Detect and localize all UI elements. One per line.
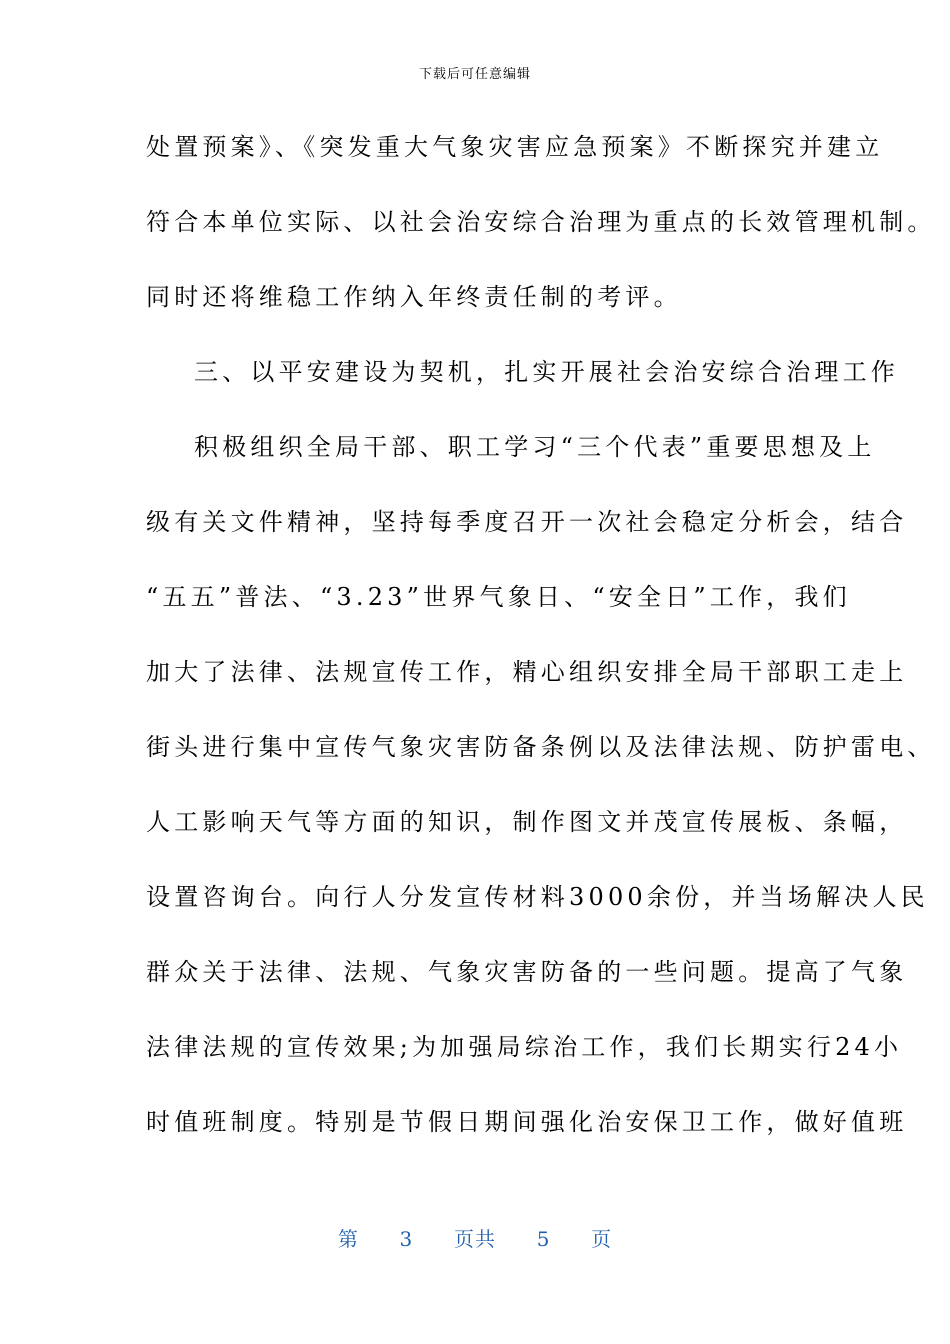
body-line: 加大了法律、法规宣传工作，精心组织安排全局干部职工走上 [146,658,908,686]
document-body [146,110,936,1160]
body-line: 级有关文件精神，坚持每季度召开一次社会稳定分析会，结合 [146,508,908,536]
footer-prefix: 第 [337,1227,359,1251]
body-line: 人工影响天气等方面的知识，制作图文并茂宣传展板、条幅， [146,808,908,836]
body-line: 设置咨询台。向行人分发宣传材料3000余份，并当场解决人民 [146,883,929,911]
current-page-number: 3 [399,1227,414,1251]
total-page-number: 5 [536,1227,551,1251]
body-line: 法律法规的宣传效果;为加强局综治工作，我们长期实行24小 [146,1033,903,1061]
body-line: 时值班制度。特别是节假日期间强化治安保卫工作，做好值班 [146,1108,908,1136]
page-header: 下载后可任意编辑 [418,67,531,82]
footer-middle: 页共 [454,1227,496,1251]
footer-suffix: 页 [591,1227,613,1251]
body-line: 处置预案》、《突发重大气象灾害应急预案》不断探究并建立 [146,133,884,161]
page-footer [0,1224,950,1254]
body-line: 同时还将维稳工作纳入年终责任制的考评。 [146,283,682,311]
body-line: 街头进行集中宣传气象灾害防备条例以及法律法规、防护雷电、 [146,733,936,761]
body-line: 积极组织全局干部、职工学习“三个代表”重要思想及上 [194,433,876,461]
body-line: 符合本单位实际、以社会治安综合治理为重点的长效管理机制。 [146,208,936,236]
body-line: 群众关于法律、法规、气象灾害防备的一些问题。提高了气象 [146,958,908,986]
body-line: “五五”普法、“3.23”世界气象日、“安全日”工作，我们 [146,583,851,611]
section-heading: 三、以平安建设为契机，扎实开展社会治安综合治理工作 [194,358,899,386]
